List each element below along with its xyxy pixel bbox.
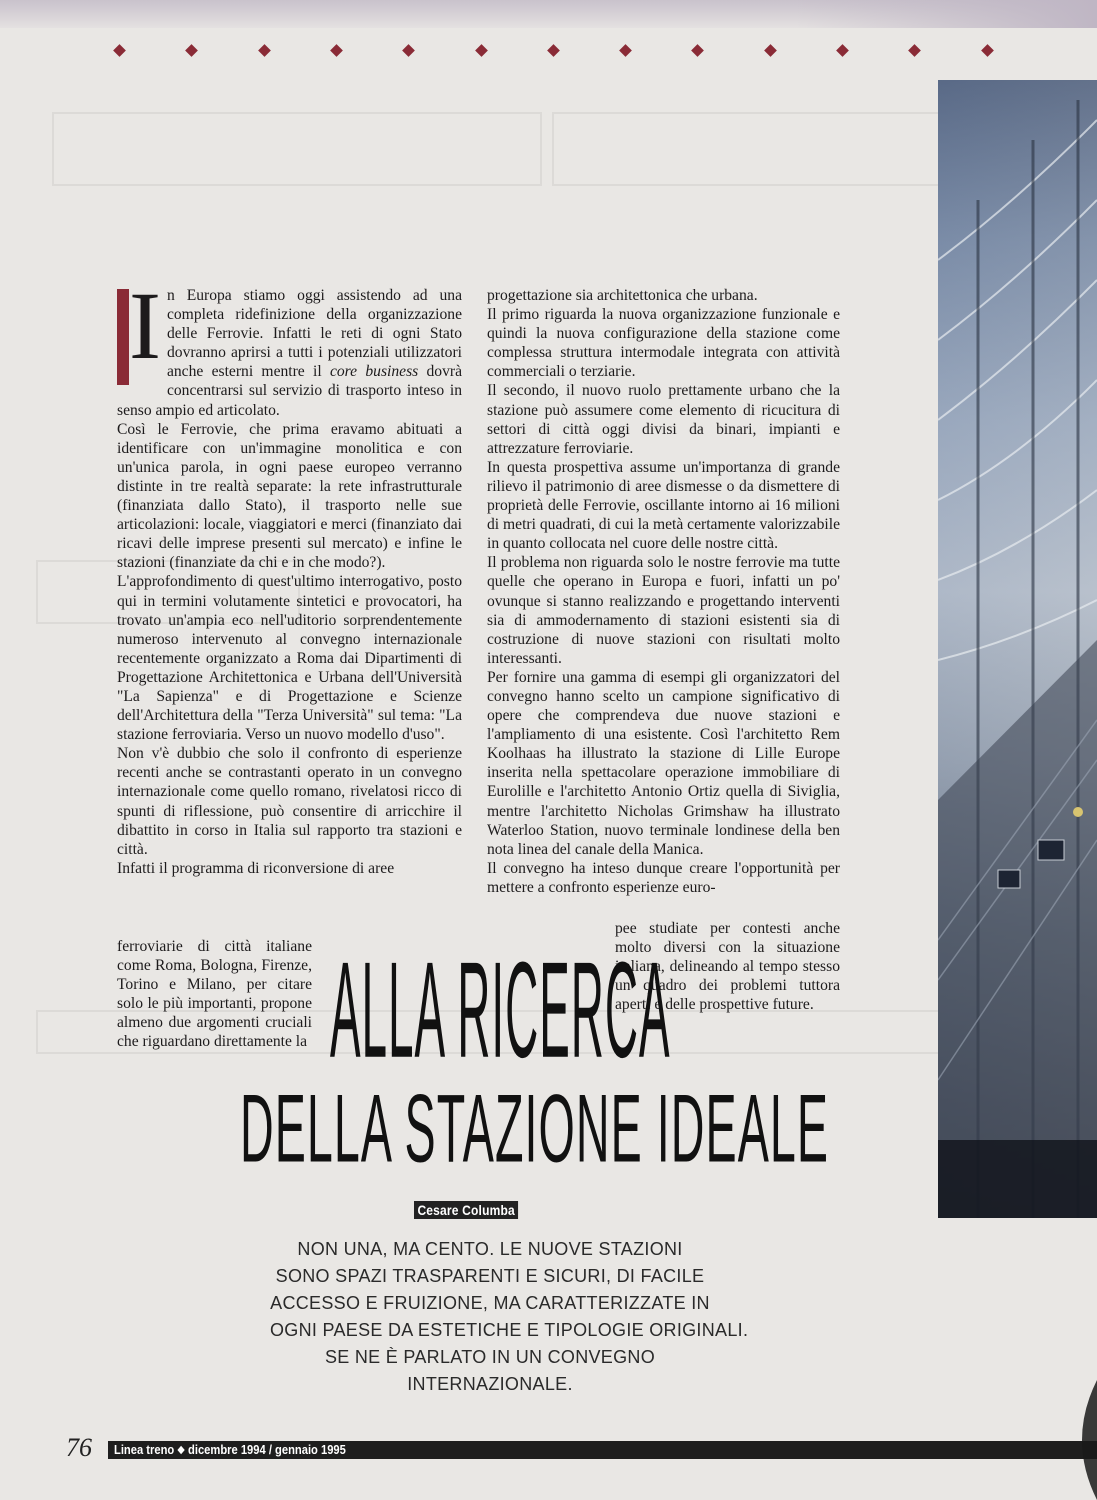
article-title-line-2: DELLA STAZIONE IDEALE <box>240 1073 830 1183</box>
subtitle-line: SE NE È PARLATO IN UN CONVEGNO <box>324 1347 656 1367</box>
paragraph: ferroviarie di città italiane come Roma, Bologna, Firenze, Torino e Milano, per citare solo le più importanti, propone almeno due argomenti cruciali che riguardano direttamente la <box>117 938 312 1051</box>
author-byline: Cesare Columba <box>414 1201 518 1219</box>
paragraph: dovrà concentrarsi sul servizio di trasporto inteso in senso ampio ed articolato. <box>117 363 462 419</box>
diamond-icon <box>177 1446 184 1454</box>
paragraph: Il problema non riguarda solo le nostre ferrovie ma tutte quelle che operano in Europa e fuori, infatti un po' ovunque si stanno realizzando e progettando interventi sia di ammodernamento di stazioni esistenti sia di costruzione di nuove stazioni con risultati molto interessanti. <box>487 554 840 667</box>
ornament-diamond-icon <box>258 44 271 57</box>
paragraph: Per fornire una gamma di esempi gli organizzatori del convegno hanno scelto un campione significativo di opere che comprendeva due nuove stazioni e l'ampliamento di una esistente. Così l'architetto Rem Koolhaas ha illustrato la stazione di Lille Europe inserita nella spettacolare operazione immobiliare di Eurolille e l'architetto Antonio Ortiz quella di Siviglia, mentre l'architetto Nicholas Grimshaw ha illustrato Waterloo Station, nuovo terminale londinese della ben nota linea del canale della Manica. <box>487 668 840 858</box>
article-title-line-1: ALLA RICERCA <box>330 932 671 1087</box>
magazine-name: Linea treno <box>114 1442 175 1457</box>
subtitle-line: SONO SPAZI TRASPARENTI E SICURI, DI FACILE <box>275 1266 705 1286</box>
dropcap-accent <box>117 289 129 385</box>
paragraph: Così le Ferrovie, che prima eravamo abituati a identificare con un'immagine monolitica e con un'unica parola, in ogni paese europeo verranno distinte in tre realtà separate: la rete infrastrutturale (finanziata dallo Stato), il trasporto nelle sue articolazioni: locale, viaggiatori e merci (finanziato dai ricavi delle imprese presenti sul mercato) e infine le stazioni (finanziate da chi e in che modo?). <box>117 420 462 572</box>
paragraph: pee studiate per contesti anche molto diversi con la situazione italiana, delineando al tempo stesso un quadro dei problemi tuttora aperti e delle prospettive future. <box>615 920 840 1014</box>
subtitle-line: NON UNA, MA CENTO. LE NUOVE STAZIONI <box>297 1239 683 1259</box>
paragraph: In questa prospettiva assume un'importanza di grande rilievo il patrimonio di aree dismesse o da dismettere di proprietà delle Ferrovie, oscillante intorno ai 16 milioni di metri quadrati, di cui la metà certamente valorizzabile in quanto collocata nel cuore delle nostre città. <box>487 458 840 553</box>
paragraph: L'approfondimento di quest'ultimo interrogativo, posto qui in termini volutamente sintetici e provocatori, ha trovato un'ampia eco nell'uditorio sorprendentemente numeroso intervenuto al convegno internazionale recentemente organizzato a Roma dai Dipartimenti di Progettazione Architettonica e Urbana dell'Università "La Sapienza" e di Progettazione e Scienze dell'Architettura della "Terza Università" sul tema: "La stazione ferroviaria. Verso un nuovo modello d'uso". <box>117 573 462 744</box>
ornament-row <box>0 42 1097 62</box>
body-column-1-continued <box>117 937 312 1052</box>
footer-running-head <box>114 1441 346 1459</box>
ornament-diamond-icon <box>547 44 560 57</box>
issue-date: dicembre 1994 / gennaio 1995 <box>188 1442 346 1457</box>
paragraph: Non v'è dubbio che solo il confronto di esperienze recenti anche se contrastanti operato in un convegno internazionale come quello romano, rivelatosi ricco di spunti di riflessione, può consentire di arricchire il dibattito in corso in Italia sul rapporto tra stazioni e città. <box>117 745 462 858</box>
top-band-shade <box>797 0 1097 28</box>
ornament-diamond-icon <box>619 44 632 57</box>
ornament-diamond-icon <box>981 44 994 57</box>
paragraph: Il primo riguarda la nuova organizzazione funzionale e quindi la nuova configurazione della stazione come complessa struttura intermodale integrata con attività commerciali o terziarie. <box>487 306 840 381</box>
paragraph: Infatti il programma di riconversione di aree <box>117 859 395 877</box>
paragraph: n Europa stiamo oggi assistendo ad una completa ridefinizione della organizzazione delle Ferrovie. Infatti le reti di ogni Stato dovranno aprirsi a tutti i potenziali utilizzatori anche esterni mentre il <box>166 287 462 381</box>
body-column-1 <box>117 272 462 878</box>
ornament-diamond-icon <box>185 44 198 57</box>
page-number: 76 <box>66 1433 92 1462</box>
paragraph: Il secondo, il nuovo ruolo prettamente urbano che la stazione può assumere come elemento di ricucitura di settori di città oggi divisi da binari, impianti e attrezzature ferroviarie. <box>487 382 840 457</box>
subtitle-line: ACCESSO E FRUIZIONE, MA CARATTERIZZATE IN <box>270 1293 710 1313</box>
page-curl-shadow <box>1057 1380 1097 1500</box>
ornament-diamond-icon <box>113 44 126 57</box>
paragraph: progettazione sia architettonica che urbana. <box>487 287 758 304</box>
subtitle-line: OGNI PAESE DA ESTETICHE E TIPOLOGIE ORIGINALI. <box>270 1320 749 1340</box>
ornament-diamond-icon <box>475 44 488 57</box>
train-station-photo <box>938 80 1097 1218</box>
body-column-2 <box>487 286 840 897</box>
ornament-diamond-icon <box>764 44 777 57</box>
paragraph: Il convegno ha inteso dunque creare l'opportunità per mettere a confronto esperienze euro- <box>487 859 840 896</box>
ornament-diamond-icon <box>330 44 343 57</box>
ornament-diamond-icon <box>402 44 415 57</box>
ornament-diamond-icon <box>836 44 849 57</box>
ornament-diamond-icon <box>692 44 705 57</box>
subtitle-line: INTERNAZIONALE. <box>407 1374 573 1394</box>
ornament-diamond-icon <box>908 44 921 57</box>
article-subtitle <box>270 1236 749 1398</box>
emphasis: core business <box>329 363 419 381</box>
show-through-frame <box>52 112 542 186</box>
dropcap: I <box>129 272 161 379</box>
